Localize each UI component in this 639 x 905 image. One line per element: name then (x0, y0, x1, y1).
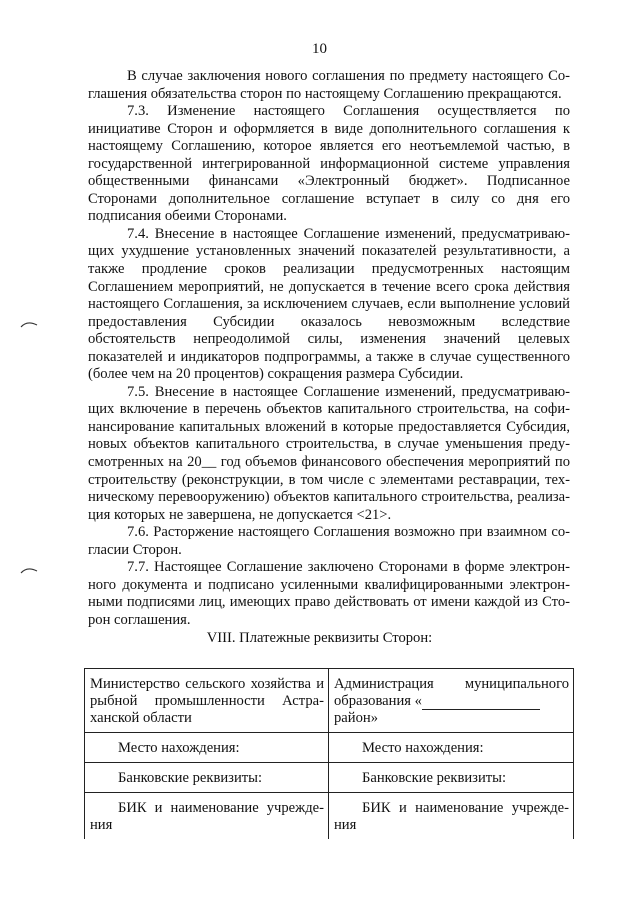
margin-tick-mark-lower (20, 566, 38, 574)
bik-left-cell (85, 793, 329, 840)
paragraph-7-4: 7.4. Внесение в настоящее Соглашение изменений, предусматривающих ухудшение установленных значений показателей результативности, а также продление сроков реализации предусмотренных настоящим Соглашением мероприятий, не допускается в течение всего срока действия настоящего Соглашения, за исключением случаев, если выполнение условий предоставления Субсидии оказалось невозможным вследствие обстоятельств непреодолимой силы, изменения значений целевых показателей и индикаторов подпрограммы, а также в случае существенного (более чем на 20 процентов) сокращения размера Субсидии. (88, 225, 570, 383)
bank-right-label: Банковские реквизиты: (362, 770, 506, 786)
left-party-cell (85, 669, 329, 733)
bank-left-label: Банковские реквизиты: (118, 770, 262, 786)
location-right-cell (329, 733, 574, 763)
bik-left-label: БИК и наименование учреждения (90, 800, 324, 833)
paragraph-new-agreement: В случае заключения нового соглашения по предмету настоящего Соглашения обязательства сторон по настоящему Соглашению прекращаются. (88, 68, 570, 102)
page-number: 10 (312, 41, 327, 57)
left-party-name: Министерство сельского хозяйства и рыбной промышленности Астраханской области (90, 676, 324, 726)
table-row-bik (85, 793, 574, 840)
paragraph-7-3: 7.3. Изменение настоящего Соглашения осуществляется по инициативе Сторон и оформляется в виде дополнительного соглашения к настоящему Соглашению, которое является его неотъемлемой частью, в государственной интегрированной информационной системе управления общественными финансами «Электронный бюджет». Подписанное Сторонами дополнительное соглашение вступает в силу со дня его подписания обеими Сторонами. (88, 103, 570, 225)
right-party-line-2 (334, 693, 569, 710)
table-row-bank (85, 763, 574, 793)
right-party-label: Администрация (334, 676, 434, 692)
right-party-line2-prefix: образования « (334, 693, 422, 709)
municipality-blank-line (422, 695, 540, 710)
paragraph-7-6: 7.6. Расторжение настоящего Соглашения возможно при взаимном согласии Сторон. (88, 524, 570, 558)
table-row-location (85, 733, 574, 763)
bik-right-cell (329, 793, 574, 840)
right-party-cell (329, 669, 574, 733)
section-heading-payment-details: VIII. Платежные реквизиты Сторон: (206, 630, 433, 646)
right-party-line-1 (334, 676, 569, 693)
bank-left-cell (85, 763, 329, 793)
margin-tick-mark-upper (20, 320, 38, 328)
paragraph-7-7: 7.7. Настоящее Соглашение заключено Сторонами в форме электронного документа и подписано усиленными квалифицированными электронными подписями лиц, имеющих право действовать от имени каждой из Сторон соглашения. (88, 559, 570, 628)
paragraph-7-5: 7.5. Внесение в настоящее Соглашение изменений, предусматривающих включение в перечень объектов капитального строительства, на софинансирование капитальных вложений в которые предоставляется Субсидия, новых объектов капитального строительства, в случае уменьшения предусмотренных на 20__ год объемов финансового обеспечения мероприятий по строительству (реконструкции, в том числе с элементами реставрации, техническому перевооружению) объектов капитального строительства, реализация которых не завершена, не допускается <21>. (88, 383, 570, 523)
location-right-label: Место нахождения: (362, 740, 484, 756)
bik-right-label: БИК и наименование учреждения (334, 800, 569, 833)
agreement-body (88, 68, 570, 630)
right-party-line-3: район» (334, 710, 378, 726)
bank-right-cell (329, 763, 574, 793)
location-left-cell (85, 733, 329, 763)
table-row-parties (85, 669, 574, 733)
location-left-label: Место нахождения: (118, 740, 240, 756)
right-party-word: муниципального (464, 676, 569, 692)
payment-details-table (84, 668, 574, 839)
